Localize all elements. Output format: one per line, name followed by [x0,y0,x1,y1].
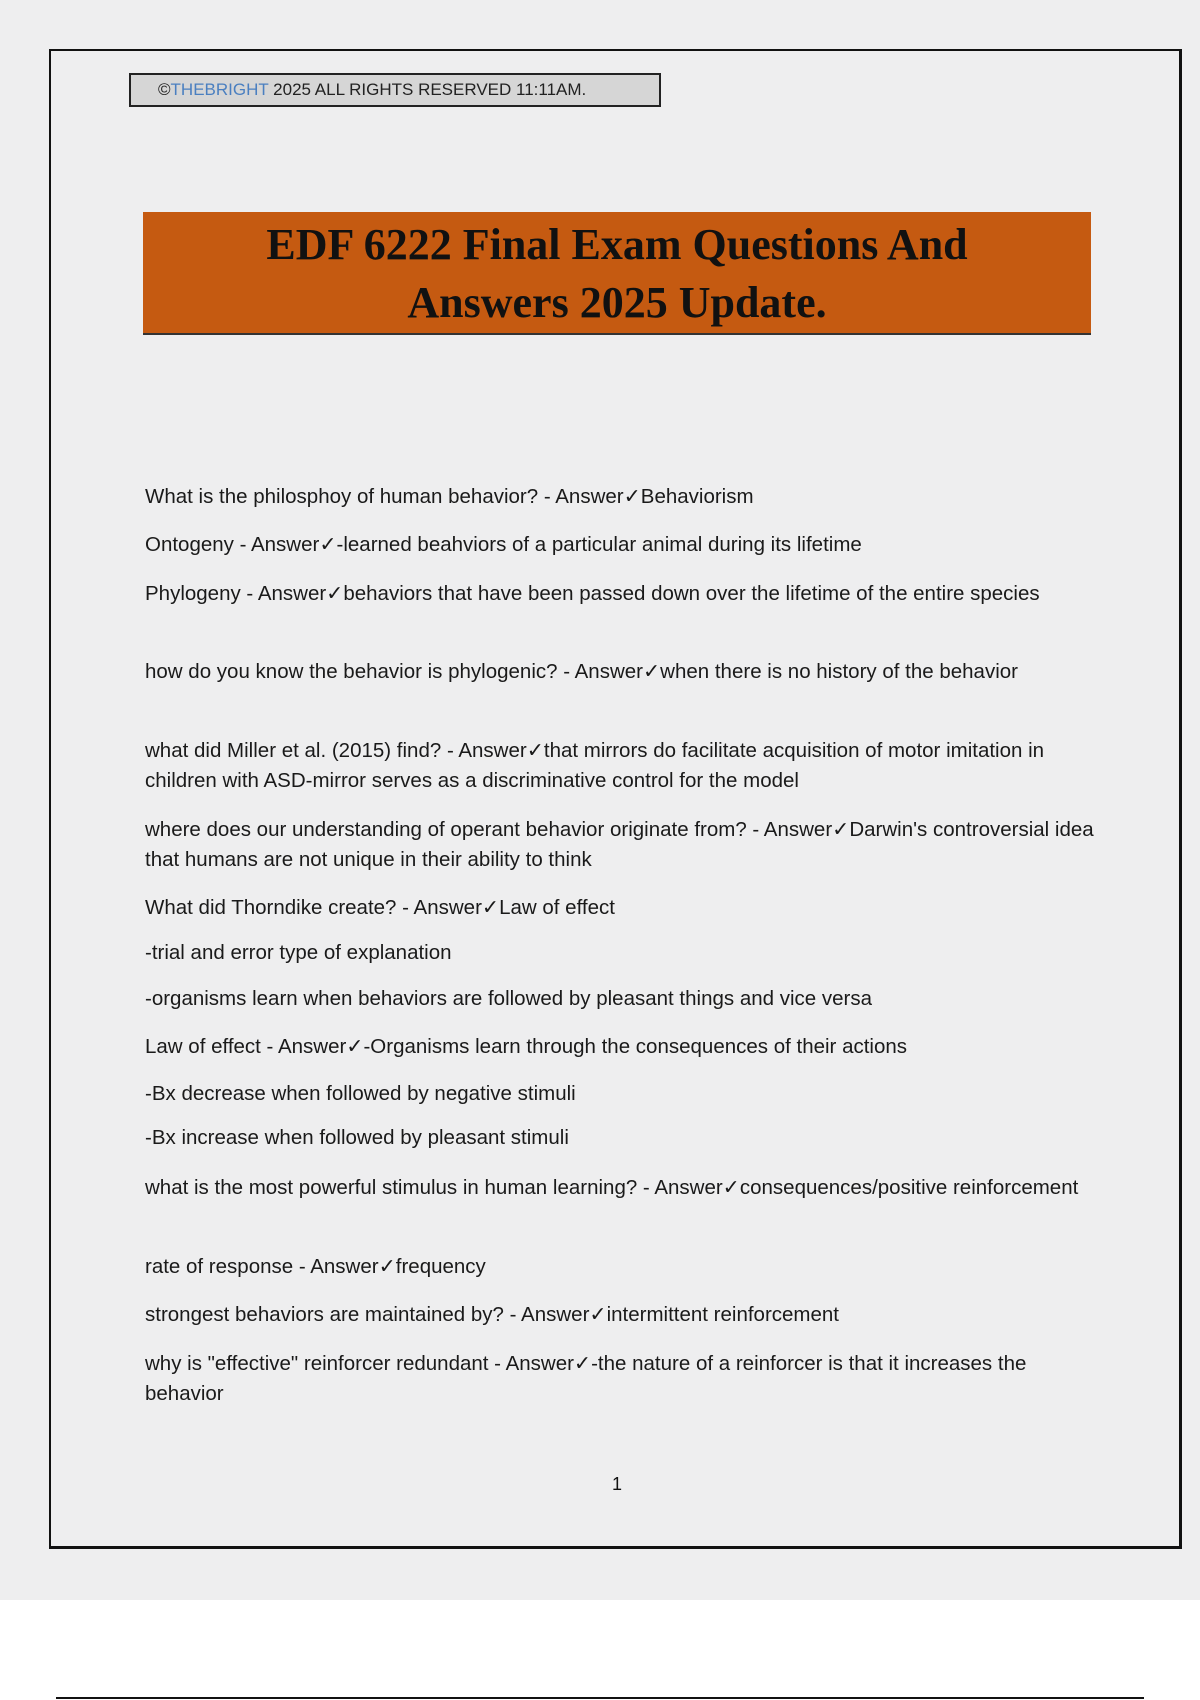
document-title-line-2: Answers 2025 Update. [407,278,827,327]
qa-item: where does our understanding of operant behavior originate from? - Answer✓Darwin's controversial idea that humans are not unique in their ability to think [145,818,1094,871]
qa-item: Law of effect - Answer✓-Organisms learn through the consequences of their actions [145,1035,908,1058]
copyright-brand: THEBRIGHT [170,80,269,99]
qa-item: what did Miller et al. (2015) find? - Answer✓that mirrors do facilitate acquisition of motor imitation in children with ASD-mirror serves as a discriminative control for the model [145,739,1045,792]
qa-item: rate of response - Answer✓frequency [145,1255,486,1278]
qa-item: What is the philosphoy of human behavior? - Answer✓Behaviorism [145,485,754,508]
qa-item: -Bx decrease when followed by negative stimuli [145,1082,576,1105]
copyright-symbol: © [158,80,171,99]
qa-item: how do you know the behavior is phylogenic? - Answer✓when there is no history of the behavior [145,660,1018,683]
document-title-banner [143,212,1091,335]
qa-item: -organisms learn when behaviors are followed by pleasant things and vice versa [145,987,873,1010]
qa-item: what is the most powerful stimulus in human learning? - Answer✓consequences/positive reinforcement [145,1176,1079,1199]
qa-item: What did Thorndike create? - Answer✓Law of effect [145,896,615,919]
copyright-notice [129,73,661,107]
qa-item: strongest behaviors are maintained by? - Answer✓intermittent reinforcement [145,1303,840,1326]
qa-item: why is "effective" reinforcer redundant - Answer✓-the nature of a reinforcer is that it increases the behavior [145,1352,1027,1405]
qa-item: -trial and error type of explanation [145,941,452,964]
qa-item: Ontogeny - Answer✓-learned beahviors of a particular animal during its lifetime [145,533,862,556]
qa-item: Phylogeny - Answer✓behaviors that have been passed down over the lifetime of the entire species [145,582,1040,605]
page-number: 1 [611,1474,622,1494]
next-page-top-rule [56,1697,1144,1699]
document-title-line-1: EDF 6222 Final Exam Questions And [266,220,968,269]
copyright-text: 2025 ALL RIGHTS RESERVED 11:11AM. [268,80,587,99]
qa-item: -Bx increase when followed by pleasant stimuli [145,1126,569,1149]
